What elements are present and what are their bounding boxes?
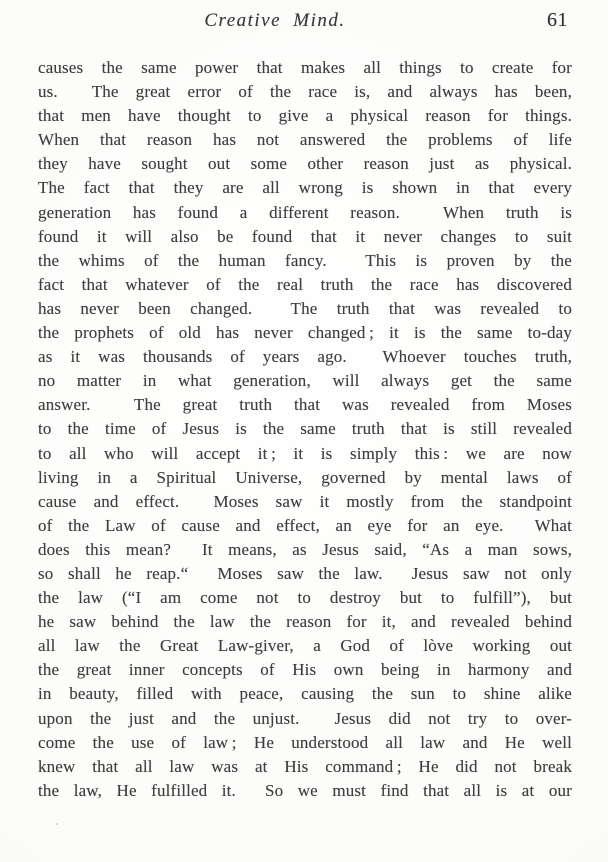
text-line: in beauty, filled with peace, causing the sun to shine alike — [38, 684, 572, 704]
text-line: the prophets of old has never changed ; it is the same to-day — [38, 323, 572, 343]
text-line: he saw behind the law the reason for it, and revealed behind — [38, 612, 572, 632]
page-header — [38, 10, 572, 38]
text-line: of the Law of cause and effect, an eye for an eye. What — [38, 515, 572, 535]
text-line: all law the Great Law-giver, a God of lòve working out — [38, 636, 572, 656]
text-line: knew that all law was at His command ; He did not break — [38, 756, 572, 776]
text-line: fact that whatever of the real truth the race has discovered — [38, 274, 572, 294]
text-line: us. The great error of the race is, and always has been, — [38, 82, 572, 102]
text-line: the law, He fulfilled it. So we must find that all is at our — [38, 780, 572, 800]
text-line: cause and effect. Moses saw it mostly from the standpoint — [38, 491, 572, 511]
text-line: the law (“I am come not to destroy but to fulfill”), but — [38, 588, 572, 608]
text-line: generation has found a different reason. When truth is — [38, 202, 572, 222]
paper-speck — [56, 823, 58, 825]
text-line: causes the same power that makes all things to create for — [38, 58, 572, 77]
text-line: does this mean? It means, as Jesus said, “As a man sows, — [38, 539, 572, 559]
text-line: living in a Spiritual Universe, governed by mental laws of — [38, 467, 572, 487]
text-line: The fact that they are all wrong is shown in that every — [38, 178, 572, 198]
text-line: so shall he reap.“ Moses saw the law. Jesus saw not only — [38, 563, 572, 583]
text-line: they have sought out some other reason just as physical. — [38, 154, 572, 174]
text-line: found it will also be found that it never changes to suit — [38, 226, 572, 246]
text-line: to the time of Jesus is the same truth that is still revealed — [38, 419, 572, 439]
text-line: upon the just and the unjust. Jesus did not try to over- — [38, 708, 572, 728]
text-line: that men have thought to give a physical reason for things. — [38, 106, 572, 126]
page-body-text — [38, 56, 572, 803]
text-line: answer. The great truth that was revealed from Moses — [38, 395, 572, 415]
running-head-title: Creative Mind. — [204, 10, 346, 31]
text-line: as it was thousands of years ago. Whoever touches truth, — [38, 347, 572, 367]
page-number: 61 — [547, 9, 568, 31]
text-line: the great inner concepts of His own being in harmony and — [38, 660, 572, 680]
text-line: to all who will accept it ; it is simply this : we are now — [38, 443, 572, 463]
text-line: has never been changed. The truth that was revealed to — [38, 298, 572, 318]
text-line: the whims of the human fancy. This is proven by the — [38, 250, 572, 270]
text-line: no matter in what generation, will always get the same — [38, 371, 572, 391]
text-line: come the use of law ; He understood all law and He well — [38, 732, 572, 752]
text-line: When that reason has not answered the problems of life — [38, 130, 572, 150]
